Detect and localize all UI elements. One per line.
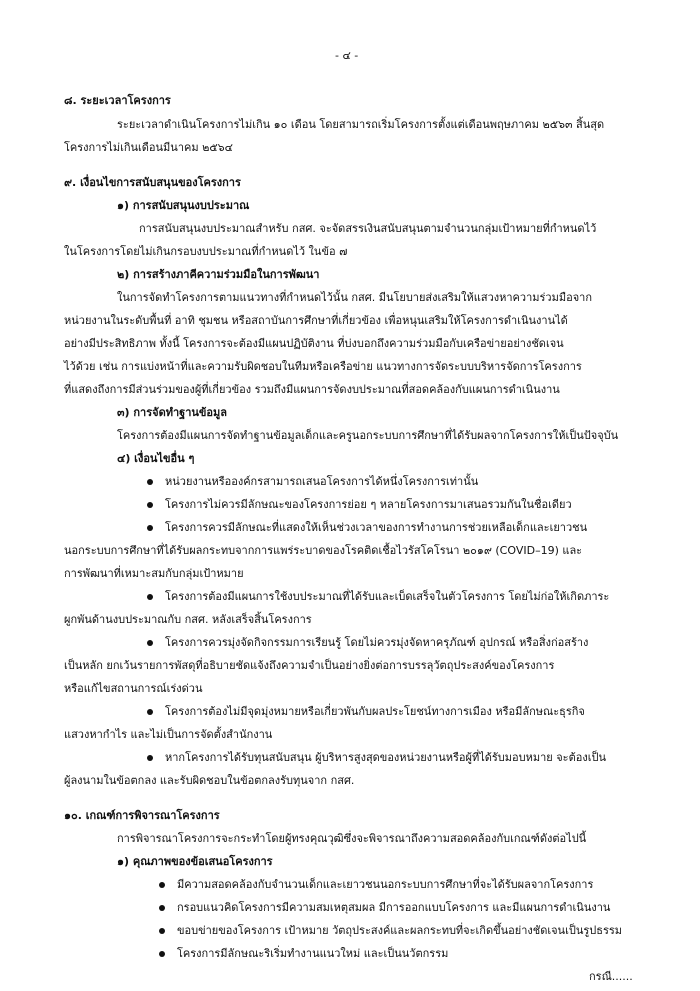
section-9-1-text-2: ในโครงการโดยไม่เกินกรอบงบประมาณที่กำหนดไว้ ในข้อ ๗ <box>64 245 348 258</box>
section-9-heading: ๙. เงื่อนไขการสนับสนุนของโครงการ <box>64 176 241 189</box>
section-9-1-heading: ๑) การสนับสนุนงบประมาณ <box>117 199 250 212</box>
bullet-dot <box>147 525 153 531</box>
condition-item-6-line-1: โครงการต้องไม่มีจุดมุ่งหมายหรือเกี่ยวพันกับผลประโยชน์ทางการเมือง หรือมีลักษณะธุรกิจ <box>165 705 585 718</box>
section-9-2-heading: ๒) การสร้างภาคีความร่วมมือในการพัฒนา <box>117 268 320 281</box>
section-9-2-text-2: หน่วยงานในระดับพื้นที่ อาทิ ชุมชน หรือสถาบันการศึกษาที่เกี่ยวข้อง เพื่อหนุนเสริมให้โครงการดำเนินงานได้ <box>64 314 568 327</box>
section-9-2-text-3: อย่างมีประสิทธิภาพ ทั้งนี้ โครงการจะต้องมีแผนปฏิบัติงาน ที่บ่งบอกถึงความร่วมมือกับเครือข่ายอย่างชัดเจน <box>64 337 564 350</box>
bullet-dot <box>147 502 153 508</box>
section-9-1-text-1: การสนับสนุนงบประมาณสำหรับ กสศ. จะจัดสรรเงินสนับสนุนตามจำนวนกลุ่มเป้าหมายที่กำหนดไว้ <box>139 222 597 235</box>
condition-item-3-line-3: การพัฒนาที่เหมาะสมกับกลุ่มเป้าหมาย <box>64 567 244 580</box>
condition-item-7-line-1: หากโครงการได้รับทุนสนับสนุน ผู้บริหารสูงสุดของหน่วยงานหรือผู้ที่ได้รับมอบหมาย จะต้องเป็น <box>165 751 606 764</box>
page-number: - ๔ - <box>335 49 359 62</box>
section-10-heading: ๑๐. เกณฑ์การพิจารณาโครงการ <box>64 809 220 822</box>
bullet-dot <box>159 905 165 911</box>
section-9-3-text-1: โครงการต้องมีแผนการจัดทำฐานข้อมูลเด็กและครูนอกระบบการศึกษาที่ได้รับผลจากโครงการให้เป็นปัจจุบัน <box>117 429 619 442</box>
page-continuation: กรณี...... <box>589 970 633 983</box>
condition-item-5-line-2: เป็นหลัก ยกเว้นรายการพัสดุที่อธิบายชัดแจ้งถึงความจำเป็นอย่างยิ่งต่อการบรรลุวัตถุประสงค์ของโครงการ <box>64 659 555 672</box>
condition-item-3-line-2: นอกระบบการศึกษาที่ได้รับผลกระทบจากการแพร่ระบาดของโรคติดเชื้อไวรัสโคโรนา ๒๐๑๙ (COVID–19) และ <box>64 544 583 557</box>
section-9-2-text-5: ที่แสดงถึงการมีส่วนร่วมของผู้ที่เกี่ยวข้อง รวมถึงมีแผนการจัดงบประมาณที่สอดคล้องกับแผนการดำเนินงาน <box>64 383 560 396</box>
condition-item-4-line-1: โครงการต้องมีแผนการใช้งบประมาณที่ได้รับและเบ็ดเสร็จในตัวโครงการ โดยไม่ก่อให้เกิดภาระ <box>165 590 610 603</box>
section-8-text-1: ระยะเวลาดำเนินโครงการไม่เกิน ๑๐ เดือน โดยสามารถเริ่มโครงการตั้งแต่เดือนพฤษภาคม ๒๕๖๓ สิ้นสุด <box>117 118 605 131</box>
bullet-dot <box>147 640 153 646</box>
criteria-item-3: ขอบข่ายของโครงการ เป้าหมาย วัตถุประสงค์และผลกระทบที่จะเกิดขึ้นอย่างชัดเจนเป็นรูปธรรม <box>177 924 623 937</box>
condition-item-6-line-2: แสวงหากำไร และไม่เป็นการจัดตั้งสำนักงาน <box>64 728 273 741</box>
condition-item-4-line-2: ผูกพันด้านงบประมาณกับ กสศ. หลังเสร็จสิ้นโครงการ <box>64 613 312 626</box>
condition-item-5-line-3: หรือแก้ไขสถานการณ์เร่งด่วน <box>64 682 203 695</box>
bullet-dot <box>147 594 153 600</box>
bullet-dot <box>147 479 153 485</box>
bullet-dot <box>147 755 153 761</box>
section-8-text-2: โครงการไม่เกินเดือนมีนาคม ๒๕๖๔ <box>64 141 233 154</box>
bullet-dot <box>159 951 165 957</box>
condition-item-5-line-1: โครงการควรมุ่งจัดกิจกรรมการเรียนรู้ โดยไม่ควรมุ่งจัดหาครุภัณฑ์ อุปกรณ์ หรือสิ่งก่อสร้าง <box>165 636 589 649</box>
condition-item-2: โครงการไม่ควรมีลักษณะของโครงการย่อย ๆ หลายโครงการมาเสนอรวมกันในชื่อเดียว <box>165 498 572 511</box>
condition-item-7-line-2: ผู้ลงนามในข้อตกลง และรับผิดชอบในข้อตกลงรับทุนจาก กสศ. <box>64 774 355 787</box>
section-8-heading: ๘. ระยะเวลาโครงการ <box>64 94 171 107</box>
section-9-3-heading: ๓) การจัดทำฐานข้อมูล <box>117 406 228 419</box>
section-9-2-text-1: ในการจัดทำโครงการตามแนวทางที่กำหนดไว้นั้น กสศ. มีนโยบายส่งเสริมให้แสวงหาความร่วมมือจาก <box>117 291 592 304</box>
condition-item-3-line-1: โครงการควรมีลักษณะที่แสดงให้เห็นช่วงเวลาของการทำงานการช่วยเหลือเด็กและเยาวชน <box>165 521 588 534</box>
bullet-dot <box>147 709 153 715</box>
bullet-dot <box>159 882 165 888</box>
section-9-4-heading: ๔) เงื่อนไขอื่น ๆ <box>117 452 195 465</box>
criteria-item-1: มีความสอดคล้องกับจำนวนเด็กและเยาวชนนอกระบบการศึกษาที่จะได้รับผลจากโครงการ <box>177 878 594 891</box>
criteria-item-2: กรอบแนวคิดโครงการมีความสมเหตุสมผล มีการออกแบบโครงการ และมีแผนการดำเนินงาน <box>177 901 611 914</box>
condition-item-1: หน่วยงานหรือองค์กรสามารถเสนอโครงการได้หนึ่งโครงการเท่านั้น <box>165 475 479 488</box>
criteria-item-4: โครงการมีลักษณะริเริ่มทำงานแนวใหม่ และเป็นนวัตกรรม <box>177 947 449 960</box>
section-10-text: การพิจารณาโครงการจะกระทำโดยผู้ทรงคุณวุฒิซึ่งจะพิจารณาถึงความสอดคล้องกับเกณฑ์ดังต่อไปนี้ <box>117 832 587 845</box>
section-10-1-heading: ๑) คุณภาพของข้อเสนอโครงการ <box>117 855 273 868</box>
section-9-2-text-4: ไว้ด้วย เช่น การแบ่งหน้าที่และความรับผิดชอบในทีมหรือเครือข่าย แนวทางการจัดระบบบริหารจัดการโครงการ <box>64 360 582 373</box>
bullet-dot <box>159 928 165 934</box>
